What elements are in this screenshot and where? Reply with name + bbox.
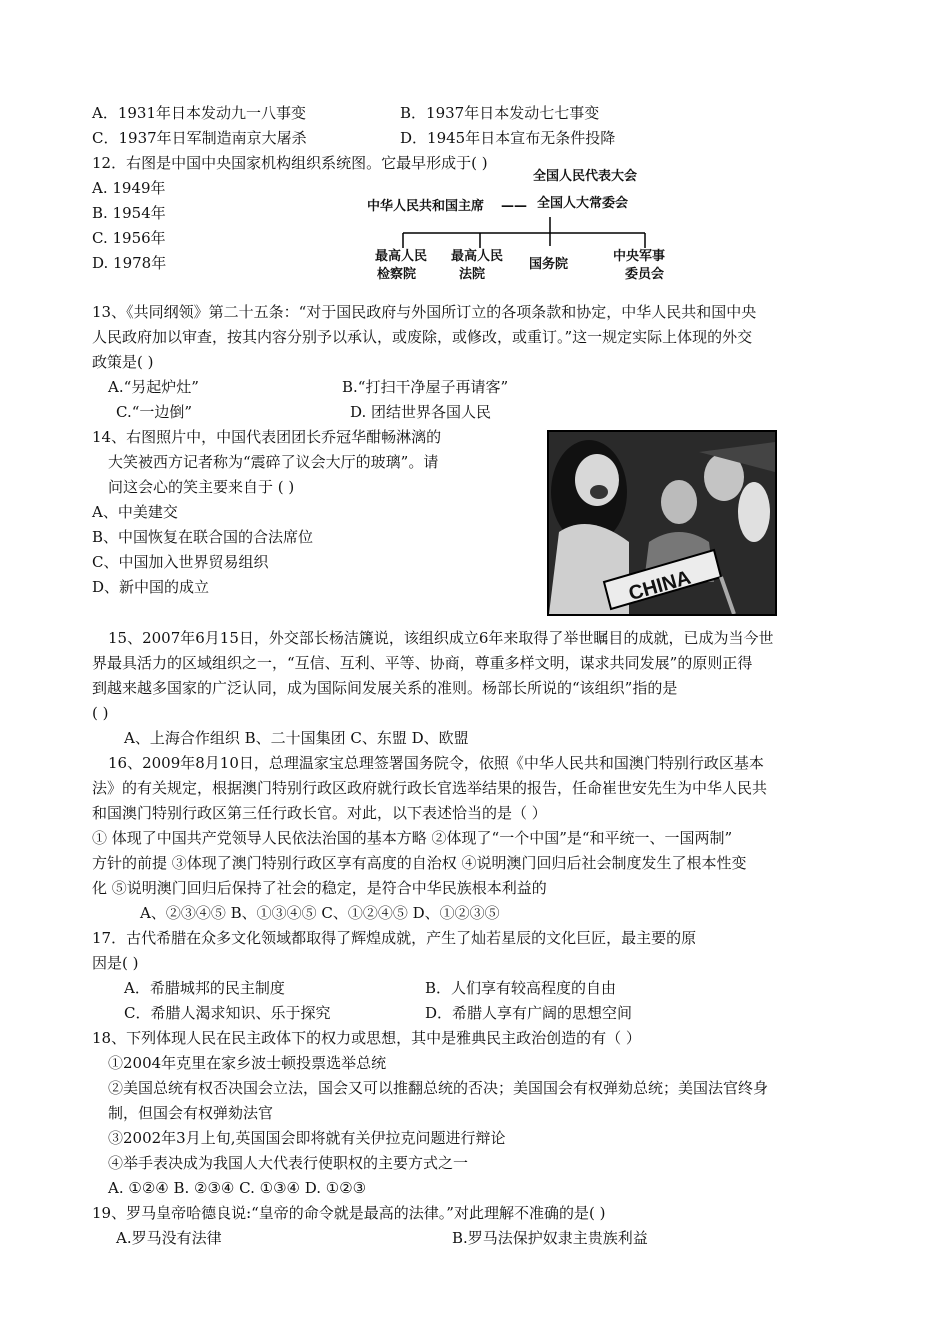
text-line: 问这会心的笑主要来自于 ( ) <box>108 478 295 496</box>
text-line: ① 体现了中国共产党领导人民依法治国的基本方略 ②体现了“一个中国”是“和平统一、一国两制” <box>92 829 733 847</box>
text-line: 12．右图是中国中央国家机构组织系统图。它最早形成于( ) <box>92 154 488 172</box>
text-line: 14、右图照片中，中国代表团团长乔冠华酣畅淋漓的 <box>92 428 442 446</box>
text-line: 法》的有关规定，根据澳门特别行政区政府就行政长官选举结果的报告，任命崔世安先生为中华人民共 <box>92 779 768 797</box>
text-line: ④举手表决成为我国人大代表行使职权的主要方式之一 <box>108 1154 469 1172</box>
court-label-1: 最高人民 <box>451 249 504 264</box>
military-commission-label-1: 中央军事 <box>613 249 666 264</box>
text-line: 大笑被西方记者称为“震碎了议会大厅的玻璃”。请 <box>108 453 439 471</box>
text-line: B、中国恢复在联合国的合法席位 <box>92 528 314 546</box>
text-line: 15、2007年6月15日，外交部长杨洁篪说，该组织成立6年来取得了举世瞩目的成就，已成为当今世 <box>108 629 774 647</box>
text-line: 制，但国会有权弹劾法官 <box>108 1104 274 1122</box>
text-line: ②美国总统有权否决国会立法，国会又可以推翻总统的否决；美国国会有权弹劾总统；美国法官终身 <box>108 1079 769 1097</box>
text-line: 和国澳门特别行政区第三任行政长官。对此，以下表述恰当的是（ ） <box>92 804 547 822</box>
text-line: 人民政府加以审查，按其内容分别予以承认，或废除，或修改，或重订。”这一规定实际上体现的外交 <box>92 328 753 346</box>
text-line: A、②③④⑤ B、①③④⑤ C、①②④⑤ D、①②③⑤ <box>140 904 500 922</box>
text-line: ( ) <box>92 704 109 722</box>
text-line: ①2004年克里在家乡波士顿投票选举总统 <box>108 1054 387 1072</box>
text-line: B. 1954年 <box>92 204 166 222</box>
text-line: ③2002年3月上旬,英国国会即将就有关伊拉克问题进行辩论 <box>108 1129 506 1147</box>
text-line: A. 1949年 <box>92 179 166 197</box>
court-label-2: 法院 <box>459 267 486 282</box>
text-line: 界最具活力的区域组织之一，“互信、互利、平等、协商，尊重多样文明，谋求共同发展”的原则正得 <box>92 654 753 672</box>
procuratorate-label-2: 检察院 <box>377 267 417 282</box>
text-line: C.“一边倒” <box>116 403 193 421</box>
text-line: 17．古代希腊在众多文化领域都取得了辉煌成就，产生了灿若星辰的文化巨匠，最主要的原 <box>92 929 697 947</box>
text-line: D. 1978年 <box>92 254 167 272</box>
chairman-label: 中华人民共和国主席 <box>367 199 485 214</box>
text-line: 18、下列体现人民在民主政体下的权力或思想，其中是雅典民主政治创造的有（ ） <box>92 1029 641 1047</box>
text-line: 13、《共同纲领》第二十五条：“对于国民政府与外国所订立的各项条款和协定，中华人民共和国中央 <box>92 303 757 321</box>
text-line: C．希腊人渴求知识、乐于探究 <box>124 1004 331 1022</box>
qiao-guanhua-photo <box>547 430 777 616</box>
text-line: B.罗马法保护奴隶主贵族利益 <box>452 1229 648 1247</box>
text-line: A. ①②④ B. ②③④ C. ①③④ D. ①②③ <box>108 1179 367 1197</box>
text-line: C、中国加入世界贸易组织 <box>92 553 269 571</box>
military-commission-label-2: 委员会 <box>625 267 665 282</box>
text-line: 方针的前提 ③体现了澳门特别行政区享有高度的自治权 ④说明澳门回归后社会制度发生了根本性变 <box>92 854 747 872</box>
text-line: D．1945年日本宣布无条件投降 <box>400 129 616 147</box>
text-line: 化 ⑤说明澳门回归后保持了社会的稳定，是符合中华民族根本利益的 <box>92 879 547 897</box>
text-line: B.“打扫干净屋子再请客” <box>342 378 509 396</box>
text-line: D．希腊人享有广阔的思想空间 <box>425 1004 633 1022</box>
text-line: 19、罗马皇帝哈德良说:“皇帝的命令就是最高的法律。”对此理解不准确的是( ) <box>92 1204 606 1222</box>
text-line: A．希腊城邦的民主制度 <box>124 979 285 997</box>
photo-illustration <box>549 432 775 614</box>
dash-connector: —— <box>501 199 527 214</box>
text-line: B．1937年日本发动七七事变 <box>400 104 600 122</box>
text-line: 政策是( ) <box>92 353 154 371</box>
text-line: 16、2009年8月10日，总理温家宝总理签署国务院令，依照《中华人民共和国澳门特别行政区基本 <box>108 754 764 772</box>
state-organ-diagram <box>355 160 695 290</box>
text-line: D. 团结世界各国人民 <box>350 403 492 421</box>
text-line: D、新中国的成立 <box>92 578 210 596</box>
text-line: 到越来越多国家的广泛认同，成为国际间发展关系的准则。杨部长所说的“该组织”指的是 <box>92 679 678 697</box>
china-sign-text: CHINA <box>626 566 694 606</box>
npc-label: 全国人民代表大会 <box>533 169 638 184</box>
state-council-label: 国务院 <box>529 257 569 272</box>
text-line: C. 1956年 <box>92 229 166 247</box>
standing-committee-label: 全国人大常委会 <box>537 196 629 211</box>
text-line: A、上海合作组织 B、二十国集团 C、东盟 D、欧盟 <box>124 729 469 747</box>
text-line: A．1931年日本发动九一八事变 <box>92 104 307 122</box>
text-line: A、中美建交 <box>92 503 178 521</box>
text-line: B．人们享有较高程度的自由 <box>425 979 617 997</box>
text-line: A.罗马没有法律 <box>116 1229 222 1247</box>
text-line: C．1937年日军制造南京大屠杀 <box>92 129 307 147</box>
text-line: A.“另起炉灶” <box>108 378 199 396</box>
procuratorate-label-1: 最高人民 <box>375 249 428 264</box>
text-line: 因是( ) <box>92 954 139 972</box>
